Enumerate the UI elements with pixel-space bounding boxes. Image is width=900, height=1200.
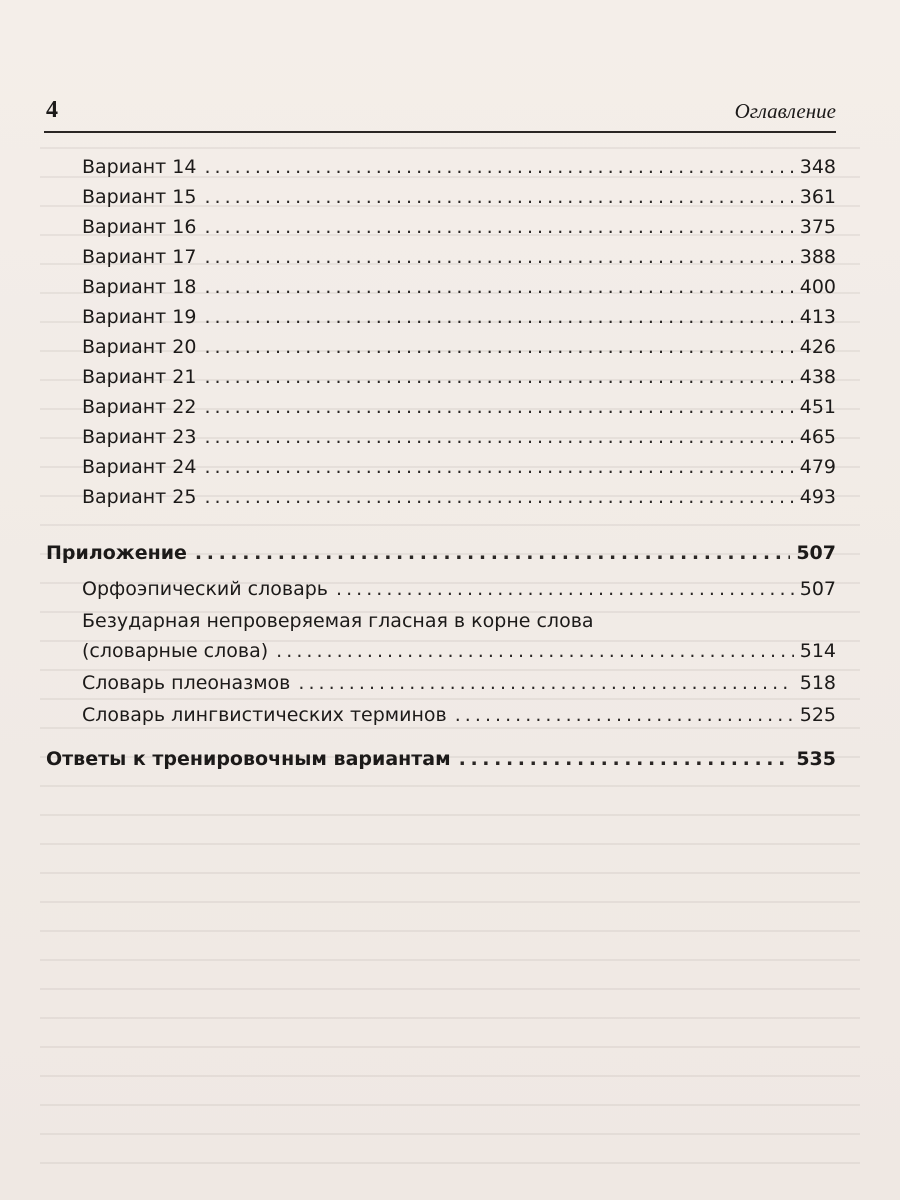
toc-entry-page: 388: [799, 246, 836, 268]
toc-dot-leader: [204, 242, 793, 272]
toc-entry-unstressed-vowel-line1[interactable]: [46, 606, 836, 636]
toc-dot-leader: [204, 452, 793, 482]
toc-entry-page: 465: [799, 426, 836, 448]
toc-entry-label: Вариант 25: [82, 486, 197, 508]
toc-entry-page: 479: [799, 456, 836, 478]
toc-entry-page: 375: [799, 216, 836, 238]
toc-entry-page: 518: [799, 672, 836, 694]
toc-entry-label: Вариант 21: [82, 366, 197, 388]
toc-entry-label: Вариант 23: [82, 426, 197, 448]
toc-entry-variant-20[interactable]: [46, 332, 836, 362]
toc-entry-label: Словарь плеоназмов: [82, 672, 291, 694]
toc-entry-label: Вариант 17: [82, 246, 197, 268]
toc-entry-page: 493: [799, 486, 836, 508]
toc-entry-label: Вариант 16: [82, 216, 197, 238]
toc-entry-answers[interactable]: [46, 744, 836, 774]
toc-entry-label: Вариант 20: [82, 336, 197, 358]
toc-entry-unstressed-vowel-line2[interactable]: [46, 636, 836, 666]
toc-entry-variant-15[interactable]: [46, 182, 836, 212]
toc-entry-label: Приложение: [46, 542, 187, 564]
toc-entry-page: 426: [799, 336, 836, 358]
toc-entry-page: 413: [799, 306, 836, 328]
toc-dot-leader: [204, 332, 793, 362]
toc-entry-label: Вариант 22: [82, 396, 197, 418]
toc-entry-variant-18[interactable]: [46, 272, 836, 302]
toc-entry-label: Вариант 15: [82, 186, 197, 208]
toc-entry-page: 535: [796, 748, 836, 770]
toc-dot-leader: [195, 538, 790, 568]
toc-dot-leader: [298, 668, 793, 698]
toc-entry-label: Словарь лингвистических терминов: [82, 704, 447, 726]
running-title: Оглавление: [734, 99, 836, 123]
toc-entry-orthoepic-dictionary[interactable]: [46, 574, 836, 604]
toc-dot-leader: [455, 700, 794, 730]
toc-dot-leader: [204, 212, 793, 242]
toc-entry-label: Вариант 18: [82, 276, 197, 298]
toc-dot-leader: [204, 302, 793, 332]
toc-dot-leader: [204, 422, 793, 452]
toc-entry-variant-19[interactable]: [46, 302, 836, 332]
toc-dot-leader: [204, 152, 793, 182]
toc-dot-leader: [204, 482, 793, 512]
toc-entry-page: 451: [799, 396, 836, 418]
toc-entry-variant-14[interactable]: [46, 152, 836, 182]
toc-entry-page: 514: [799, 640, 836, 662]
toc-dot-leader: [204, 272, 793, 302]
toc-entry-page: 438: [799, 366, 836, 388]
toc-entry-label: Безударная непроверяемая гласная в корне слова: [82, 610, 594, 632]
toc-dot-leader: [276, 636, 794, 666]
toc-dot-leader: [204, 182, 793, 212]
toc-entry-page: 400: [799, 276, 836, 298]
toc-entry-page: 507: [796, 542, 836, 564]
toc-entry-variant-21[interactable]: [46, 362, 836, 392]
toc-entry-label: Орфоэпический словарь: [82, 578, 328, 600]
toc-entry-variant-22[interactable]: [46, 392, 836, 422]
toc-dot-leader: [204, 362, 793, 392]
toc-entry-variant-17[interactable]: [46, 242, 836, 272]
toc-dot-leader: [336, 574, 794, 604]
toc-entry-label: Вариант 24: [82, 456, 197, 478]
page-number: 4: [46, 97, 58, 123]
toc-entry-page: 525: [799, 704, 836, 726]
toc-entry-pleonasm-dictionary[interactable]: [46, 668, 836, 698]
toc-entry-variant-16[interactable]: [46, 212, 836, 242]
toc-entry-page: 507: [799, 578, 836, 600]
toc-entry-page: 361: [799, 186, 836, 208]
toc-entry-variant-24[interactable]: [46, 452, 836, 482]
page-header: [46, 96, 836, 128]
toc-entry-page: 348: [799, 156, 836, 178]
toc-entry-variant-23[interactable]: [46, 422, 836, 452]
header-rule: [44, 131, 836, 133]
toc-entry-linguistic-terms[interactable]: [46, 700, 836, 730]
toc-entry-label: Вариант 14: [82, 156, 197, 178]
toc-entry-variant-25[interactable]: [46, 482, 836, 512]
toc-entry-label: (словарные слова): [82, 640, 269, 662]
toc-entry-appendix[interactable]: [46, 538, 836, 568]
toc-entry-label: Вариант 19: [82, 306, 197, 328]
toc-dot-leader: [459, 744, 791, 774]
toc-entry-label: Ответы к тренировочным вариантам: [46, 748, 451, 770]
toc-dot-leader: [204, 392, 793, 422]
